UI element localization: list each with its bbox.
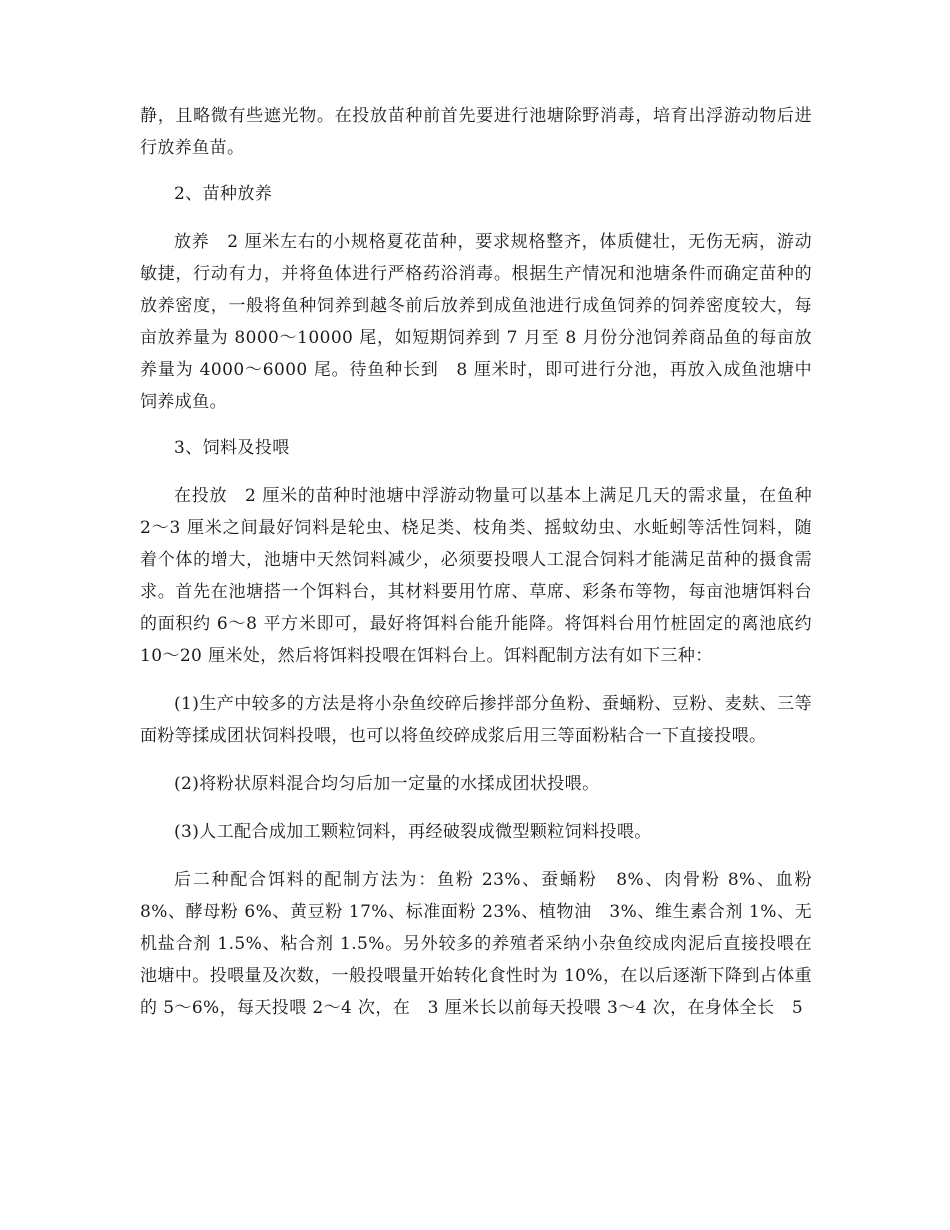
section-heading-stocking: 2、苗种放养 [174,184,273,204]
document-page [140,100,830,1024]
section-heading-feed: 3、饲料及投喂 [174,438,290,458]
list-item-method-2: (2)将粉状原料混合均匀后加一定量的水揉成团状投喂。 [174,774,600,794]
list-item-method-3: (3)人工配合成加工颗粒饲料，再经破裂成微型颗粒饲料投喂。 [174,822,652,842]
paragraph-continued: 静，且略微有些遮光物。在投放苗种前首先要进行池塘除野消毒，培育出浮游动物后进行放养鱼苗。 [140,106,812,158]
paragraph-stocking: 放养 2 厘米左右的小规格夏花苗种，要求规格整齐，体质健壮，无伤无病，游动敏捷，行动有力，并将鱼体进行严格药浴消毒。根据生产情况和池塘条件而确定苗种的放养密度，一般将鱼种饲养到越冬前后放养到成鱼池进行成鱼饲养的饲养密度较大，每亩放养量为 8000～10000 尾，如短期饲养到 7 月至 8 月份分池饲养商品鱼的每亩放养量为 4000～6000 尾。待鱼种长到 8 厘米时，即可进行分池，再放入成鱼池塘中饲养成鱼。 [140,232,812,412]
list-item-method-1: (1)生产中较多的方法是将小杂鱼绞碎后掺拌部分鱼粉、蚕蛹粉、豆粉、麦麸、三等面粉等揉成团状饲料投喂，也可以将鱼绞碎成浆后用三等面粉粘合一下直接投喂。 [140,694,812,746]
paragraph-feed: 在投放 2 厘米的苗种时池塘中浮游动物量可以基本上满足几天的需求量，在鱼种 2～3 厘米之间最好饲料是轮虫、桡足类、枝角类、摇蚊幼虫、水蚯蚓等活性饲料，随着个体的增大，池塘中天然饲料减少，必须要投喂人工混合饲料才能满足苗种的摄食需求。首先在池塘搭一个饵料台，其材料要用竹席、草席、彩条布等物，每亩池塘饵料台的面积约 6～8 平方米即可，最好将饵料台能升能降。将饵料台用竹桩固定的离池底约 10～20 厘米处，然后将饵料投喂在饵料台上。饵料配制方法有如下三种： [140,486,830,666]
paragraph-formula: 后二种配合饵料的配制方法为：鱼粉 23%、蚕蛹粉 8%、肉骨粉 8%、血粉 8%、酵母粉 6%、黄豆粉 17%、标准面粉 23%、植物油 3%、维生素合剂 1%、无机盐合剂 1.5%、粘合剂 1.5%。另外较多的养殖者采纳小杂鱼绞成肉泥后直接投喂在池塘中。投喂量及次数，一般投喂量开始转化食性时为 10%，在以后逐渐下降到占体重的 5～6%，每天投喂 2～4 次，在 3 厘米长以前每天投喂 3～4 次，在身体全长 5 [140,870,812,1018]
